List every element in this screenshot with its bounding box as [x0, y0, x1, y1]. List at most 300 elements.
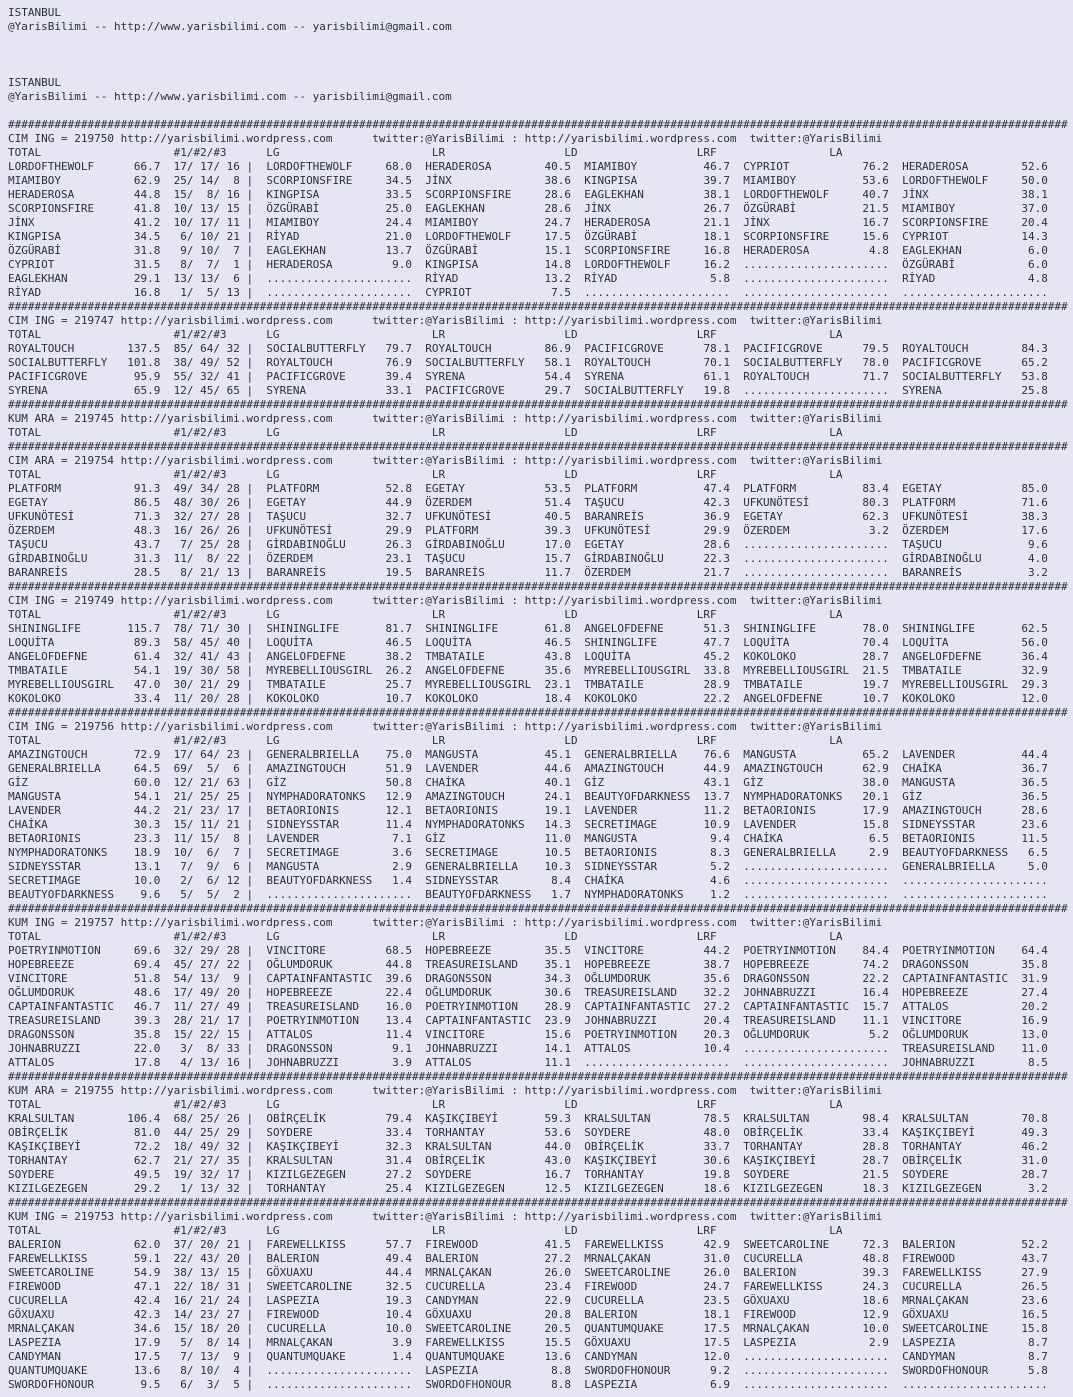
lrf-horse: SHININGLIFE	[743, 622, 856, 635]
lg-horse: GİZ	[266, 776, 379, 789]
ld-horse: CUCURELLA	[584, 1294, 697, 1307]
col-lr: LR	[431, 930, 565, 943]
la-horse: CANDYMAN	[902, 1350, 1015, 1363]
ld-value: 42.3	[696, 496, 744, 509]
lg-value: 79.7	[378, 342, 426, 355]
ld-value: 47.4	[696, 482, 744, 495]
total-value: 51.8	[120, 972, 161, 985]
lr-value: 23.9	[537, 1014, 585, 1027]
divider: |	[239, 1322, 267, 1335]
la-horse: DRAGONSSON	[902, 958, 1015, 971]
lg-value: 27.2	[378, 1168, 426, 1181]
ld-value: 19.8	[696, 1168, 744, 1181]
race-section	[8, 1196, 1073, 1392]
col-lg: LG	[266, 608, 432, 621]
ld-value: 9.2	[696, 1364, 744, 1377]
lr-value: 28.9	[537, 1000, 585, 1013]
divider: |	[239, 622, 267, 635]
lg-value: 11.4	[378, 818, 426, 831]
section-separator: ################################################################################################################################################################	[8, 300, 1068, 313]
la-value: 38.1	[1014, 188, 1062, 201]
ld-horse: PACIFICGROVE	[584, 342, 697, 355]
lrf-empty: ......................	[743, 874, 903, 887]
ld-value: 38.7	[696, 958, 744, 971]
ld-horse: SOCIALBUTTERFLY	[584, 384, 697, 397]
lg-value: 39.6	[378, 972, 426, 985]
total-value: 33.4	[120, 692, 161, 705]
lr-horse: SYRENA	[425, 370, 538, 383]
divider: |	[239, 888, 267, 901]
lg-value: 25.7	[378, 678, 426, 691]
lr-horse: BETAORIONIS	[425, 804, 538, 817]
lrf-value: 2.9	[855, 846, 903, 859]
col-lr: LR	[431, 328, 565, 341]
lg-horse: ATTALOS	[266, 1028, 379, 1041]
race-id: KUM ING = 219753	[8, 1210, 114, 1223]
lrf-horse: SOCIALBUTTERFLY	[743, 356, 856, 369]
lr-value: 35.5	[537, 944, 585, 957]
record-value: 16/ 21/ 24	[160, 1294, 240, 1307]
lrf-value: 19.7	[855, 678, 903, 691]
horse-name: PLATFORM	[8, 482, 121, 495]
lr-value: 13.2	[537, 272, 585, 285]
la-value: 6.0	[1014, 244, 1062, 257]
ld-horse: SECRETIMAGE	[584, 818, 697, 831]
lrf-horse: GENERALBRIELLA	[743, 846, 856, 859]
lr-value: 40.5	[537, 510, 585, 523]
ld-horse: BALERION	[584, 1308, 697, 1321]
total-value: 54.1	[120, 664, 161, 677]
la-value: 27.4	[1014, 986, 1062, 999]
lg-value: 29.9	[378, 524, 426, 537]
la-horse: SYRENA	[902, 384, 1015, 397]
lg-value: 10.7	[378, 692, 426, 705]
horse-name: CYPRIOT	[8, 258, 121, 271]
col-lrf: LRF	[696, 468, 830, 481]
ld-value: 4.6	[696, 874, 744, 887]
column-headers	[8, 146, 1073, 160]
col-record: #1/#2/#3	[173, 328, 267, 341]
ld-value: 16.2	[696, 258, 744, 271]
lrf-value: 2.9	[855, 1336, 903, 1349]
horse-name: LOQUİTA	[8, 636, 121, 649]
lrf-value: 15.7	[855, 1000, 903, 1013]
lr-horse: CANDYMAN	[425, 1294, 538, 1307]
lg-empty: ......................	[266, 888, 426, 901]
total-value: 31.3	[120, 552, 161, 565]
record-value: 69/ 5/ 6	[160, 762, 240, 775]
la-value: 44.4	[1014, 748, 1062, 761]
horse-name: EGETAY	[8, 496, 121, 509]
total-value: 101.8	[120, 356, 161, 369]
lg-value: 25.4	[378, 1182, 426, 1195]
twitter-handle: twitter:@YarisBilimi	[372, 1210, 505, 1223]
la-horse: KAŞIKÇIBEYİ	[902, 1126, 1015, 1139]
ld-horse: ÖZGÜRABİ	[584, 230, 697, 243]
divider: |	[239, 356, 267, 369]
ld-value: 28.9	[696, 678, 744, 691]
total-value: 48.6	[120, 986, 161, 999]
blog-url: : http://yarisbilimi.wordpress.com	[504, 412, 750, 425]
total-value: 42.4	[120, 1294, 161, 1307]
lg-value: 38.2	[378, 650, 426, 663]
record-value: 18/ 49/ 32	[160, 1140, 240, 1153]
horse-name: SYRENA	[8, 384, 121, 397]
lg-horse: BARANREİS	[266, 566, 379, 579]
lr-horse: MANGUSTA	[425, 748, 538, 761]
la-horse: LORDOFTHEWOLF	[902, 174, 1015, 187]
la-horse: HOPEBREEZE	[902, 986, 1015, 999]
col-lrf: LRF	[696, 734, 830, 747]
la-horse: TAŞUCU	[902, 538, 1015, 551]
lr-horse: CYPRIOT	[425, 286, 538, 299]
divider: |	[239, 216, 267, 229]
record-value: 6/ 10/ 21	[160, 230, 240, 243]
race-id: CIM ING = 219747	[8, 314, 114, 327]
blog-url: http://yarisbilimi.wordpress.com	[113, 314, 373, 327]
la-horse: BARANREİS	[902, 566, 1015, 579]
lg-value: 2.9	[378, 860, 426, 873]
stats-row	[8, 1308, 1073, 1322]
lrf-empty: ......................	[743, 286, 903, 299]
la-value: 36.4	[1014, 650, 1062, 663]
divider: |	[239, 1294, 267, 1307]
horse-name: BETAORIONIS	[8, 832, 121, 845]
lg-value: 3.9	[378, 1336, 426, 1349]
record-value: 32/ 27/ 28	[160, 510, 240, 523]
lg-value: 32.5	[378, 1280, 426, 1293]
horse-name: SWEETCAROLINE	[8, 1266, 121, 1279]
record-value: 15/ 11/ 21	[160, 818, 240, 831]
ld-horse: TREASUREISLAND	[584, 986, 697, 999]
lg-horse: SOCIALBUTTERFLY	[266, 342, 379, 355]
lr-horse: TREASUREISLAND	[425, 958, 538, 971]
horse-name: SECRETIMAGE	[8, 874, 121, 887]
lrf-value: 18.3	[855, 1182, 903, 1195]
lg-horse: FIREWOOD	[266, 1308, 379, 1321]
twitter-handle: twitter:@YarisBilimi	[749, 594, 883, 607]
col-la: LA	[829, 146, 843, 159]
ld-value: 48.0	[696, 1126, 744, 1139]
total-value: 35.8	[120, 1028, 161, 1041]
stats-row	[8, 286, 1073, 300]
record-value: 10/ 17/ 11	[160, 216, 240, 229]
lr-horse: OBİRÇELİK	[425, 1154, 538, 1167]
blog-url: http://yarisbilimi.wordpress.com	[113, 132, 373, 145]
lrf-empty: ......................	[743, 566, 903, 579]
lr-value: 14.8	[537, 258, 585, 271]
lrf-value: 76.2	[855, 160, 903, 173]
lg-horse: SHININGLIFE	[266, 622, 379, 635]
la-horse: CUCURELLA	[902, 1280, 1015, 1293]
lrf-horse: KIZILGEZEGEN	[743, 1182, 856, 1195]
race-section	[8, 398, 1073, 440]
twitter-handle: twitter:@YarisBilimi	[372, 1084, 505, 1097]
stats-row	[8, 888, 1073, 902]
record-value: 85/ 64/ 32	[160, 342, 240, 355]
total-value: 30.3	[120, 818, 161, 831]
lrf-value: 21.5	[855, 202, 903, 215]
total-value: 28.5	[120, 566, 161, 579]
lg-value: 33.5	[378, 188, 426, 201]
blank-line	[8, 104, 1073, 118]
lr-horse: TAŞUCU	[425, 552, 538, 565]
lg-value: 33.1	[378, 384, 426, 397]
lrf-empty: ......................	[743, 1378, 903, 1391]
blog-url: : http://yarisbilimi.wordpress.com	[504, 1210, 750, 1223]
divider: |	[239, 1238, 267, 1251]
la-horse: ATTALOS	[902, 1000, 1015, 1013]
lg-value: 76.9	[378, 356, 426, 369]
la-value: 15.8	[1014, 1322, 1062, 1335]
la-value: 3.2	[1014, 1182, 1062, 1195]
lrf-horse: POETRYINMOTION	[743, 944, 856, 957]
total-value: 39.3	[120, 1014, 161, 1027]
lg-value: 33.4	[378, 1126, 426, 1139]
lrf-horse: FAREWELLKISS	[743, 1280, 856, 1293]
ld-value: 47.7	[696, 636, 744, 649]
ld-value: 20.3	[696, 1028, 744, 1041]
divider: |	[239, 818, 267, 831]
lrf-value: 4.8	[855, 244, 903, 257]
la-value: 52.2	[1014, 1238, 1062, 1251]
la-horse: LAVENDER	[902, 748, 1015, 761]
col-la: LA	[829, 1098, 843, 1111]
ld-value: 10.4	[696, 1042, 744, 1055]
la-value: 6.5	[1014, 846, 1062, 859]
lrf-horse: ÖZERDEM	[743, 524, 856, 537]
lrf-horse: UFKUNÖTESİ	[743, 496, 856, 509]
col-lg: LG	[266, 930, 432, 943]
lr-value: 15.6	[537, 1028, 585, 1041]
col-ld: LD	[564, 146, 697, 159]
divider: |	[239, 482, 267, 495]
la-value: 23.6	[1014, 1294, 1062, 1307]
la-horse: CAPTAINFANTASTIC	[902, 972, 1015, 985]
ld-horse: SOYDERE	[584, 1126, 697, 1139]
la-value: 53.8	[1014, 370, 1062, 383]
lrf-horse: AMAZINGTOUCH	[743, 762, 856, 775]
lg-value: 23.1	[378, 552, 426, 565]
lg-value: 68.0	[378, 160, 426, 173]
lr-value: 30.6	[537, 986, 585, 999]
horse-name: BARANREİS	[8, 566, 121, 579]
record-value: 14/ 23/ 27	[160, 1308, 240, 1321]
la-value: 28.7	[1014, 1168, 1062, 1181]
twitter-handle: twitter:@YarisBilimi	[749, 132, 883, 145]
record-value: 11/ 20/ 28	[160, 692, 240, 705]
la-horse: ÖZGÜRABİ	[902, 258, 1015, 271]
la-horse: KIZILGEZEGEN	[902, 1182, 1015, 1195]
la-value: 29.3	[1014, 678, 1062, 691]
horse-name: OĞLUMDORUK	[8, 986, 121, 999]
ld-value: 13.7	[696, 790, 744, 803]
lrf-value: 78.0	[855, 356, 903, 369]
lrf-value: 18.6	[855, 1294, 903, 1307]
lrf-value: 80.3	[855, 496, 903, 509]
stats-row	[8, 1168, 1073, 1182]
ld-value: 35.6	[696, 972, 744, 985]
lr-horse: KINGPISA	[425, 258, 538, 271]
lg-value: 1.4	[378, 1350, 426, 1363]
lr-horse: VINCITORE	[425, 1028, 538, 1041]
record-value: 1/ 13/ 32	[160, 1182, 240, 1195]
ld-horse: FAREWELLKISS	[584, 1238, 697, 1251]
lr-value: 10.3	[537, 860, 585, 873]
horse-name: SHININGLIFE	[8, 622, 121, 635]
ld-horse: KINGPISA	[584, 174, 697, 187]
blank-line	[8, 34, 1073, 48]
blank-line	[8, 62, 1073, 76]
total-value: 64.5	[120, 762, 161, 775]
lr-horse: POETRYINMOTION	[425, 1000, 538, 1013]
divider: |	[239, 1266, 267, 1279]
la-horse: TMBATAILE	[902, 664, 1015, 677]
la-empty: ......................	[902, 286, 1062, 299]
col-total: TOTAL	[8, 426, 174, 439]
stats-row	[8, 1000, 1073, 1014]
la-value: 71.6	[1014, 496, 1062, 509]
race-id: CIM ING = 219756	[8, 720, 114, 733]
ld-value: 18.6	[696, 1182, 744, 1195]
total-value: 91.3	[120, 482, 161, 495]
lg-horse: MIAMIBOY	[266, 216, 379, 229]
total-value: 106.4	[120, 1112, 161, 1125]
col-total: TOTAL	[8, 1098, 174, 1111]
race-id: KUM ARA = 219745	[8, 412, 114, 425]
lr-value: 13.6	[537, 1350, 585, 1363]
divider: |	[239, 230, 267, 243]
ld-horse: EGETAY	[584, 538, 697, 551]
ld-horse: ROYALTOUCH	[584, 356, 697, 369]
la-value: 17.6	[1014, 524, 1062, 537]
stats-row	[8, 958, 1073, 972]
divider: |	[239, 790, 267, 803]
lr-value: 61.8	[537, 622, 585, 635]
lg-value: 79.4	[378, 1112, 426, 1125]
ld-horse: JOHNABRUZZI	[584, 1014, 697, 1027]
divider: |	[239, 244, 267, 257]
lrf-value: 39.3	[855, 1266, 903, 1279]
stats-row	[8, 1294, 1073, 1308]
lg-value: 21.0	[378, 230, 426, 243]
horse-name: GÖXUAXU	[8, 1308, 121, 1321]
total-value: 44.8	[120, 188, 161, 201]
city-line: ISTANBUL	[8, 76, 61, 89]
lrf-horse: KAŞIKÇIBEYİ	[743, 1154, 856, 1167]
ld-horse: BARANREİS	[584, 510, 697, 523]
la-horse: EAGLEKHAN	[902, 244, 1015, 257]
stats-row	[8, 216, 1073, 230]
col-lg: LG	[266, 146, 432, 159]
lg-horse: MANGUSTA	[266, 860, 379, 873]
stats-row	[8, 846, 1073, 860]
horse-name: NYMPHADORATONKS	[8, 846, 121, 859]
col-lr: LR	[431, 1098, 565, 1111]
horse-name: JİNX	[8, 216, 121, 229]
total-value: 34.5	[120, 230, 161, 243]
ld-value: 38.1	[696, 188, 744, 201]
race-id: CIM ING = 219749	[8, 594, 114, 607]
horse-name: SCORPIONSFIRE	[8, 202, 121, 215]
record-value: 22/ 18/ 31	[160, 1280, 240, 1293]
lg-value: 11.4	[378, 1028, 426, 1041]
ld-horse: KRALSULTAN	[584, 1112, 697, 1125]
lrf-empty: ......................	[743, 538, 903, 551]
col-record: #1/#2/#3	[173, 608, 267, 621]
ld-horse: BEAUTYOFDARKNESS	[584, 790, 697, 803]
twitter-handle: twitter:@YarisBilimi	[749, 1084, 883, 1097]
col-lg: LG	[266, 468, 432, 481]
total-value: 60.0	[120, 776, 161, 789]
col-ld: LD	[564, 930, 697, 943]
record-value: 13/ 13/ 6	[160, 272, 240, 285]
col-lr: LR	[431, 1224, 565, 1237]
ld-horse: RİYAD	[584, 272, 697, 285]
divider: |	[239, 1350, 267, 1363]
la-value: 64.4	[1014, 944, 1062, 957]
total-value: 29.2	[120, 1182, 161, 1195]
horse-name: GENERALBRIELLA	[8, 762, 121, 775]
lr-value: 17.0	[537, 538, 585, 551]
la-horse: KOKOLOKO	[902, 692, 1015, 705]
la-horse: EGETAY	[902, 482, 1015, 495]
stats-row	[8, 776, 1073, 790]
twitter-handle: twitter:@YarisBilimi	[372, 412, 505, 425]
la-value: 9.6	[1014, 538, 1062, 551]
divider: |	[239, 664, 267, 677]
horse-name: ANGELOFDEFNE	[8, 650, 121, 663]
col-record: #1/#2/#3	[173, 930, 267, 943]
blog-url: http://yarisbilimi.wordpress.com	[113, 454, 373, 467]
ld-value: 76.6	[696, 748, 744, 761]
lg-horse: LASPEZIA	[266, 1294, 379, 1307]
twitter-handle: twitter:@YarisBilimi	[749, 1210, 883, 1223]
record-value: 8/ 7/ 1	[160, 258, 240, 271]
stats-row	[8, 874, 1073, 888]
ld-value: 36.9	[696, 510, 744, 523]
stats-row	[8, 1378, 1073, 1392]
divider: |	[239, 1042, 267, 1055]
record-value: 58/ 45/ 40	[160, 636, 240, 649]
divider: |	[239, 748, 267, 761]
record-value: 45/ 27/ 22	[160, 958, 240, 971]
ld-value: 32.2	[696, 986, 744, 999]
lr-value: 53.5	[537, 482, 585, 495]
horse-name: SOYDERE	[8, 1168, 121, 1181]
stats-row	[8, 622, 1073, 636]
lrf-horse: BALERION	[743, 1266, 856, 1279]
record-value: 48/ 30/ 26	[160, 496, 240, 509]
la-value: 4.8	[1014, 272, 1062, 285]
race-section	[8, 118, 1073, 300]
lr-horse: LAVENDER	[425, 762, 538, 775]
lr-horse: KAŞIKÇIBEYİ	[425, 1112, 538, 1125]
lr-value: 86.9	[537, 342, 585, 355]
record-value: 12/ 21/ 63	[160, 776, 240, 789]
total-value: 17.9	[120, 1336, 161, 1349]
lg-value: 32.3	[378, 1140, 426, 1153]
section-separator: ################################################################################################################################################################	[8, 706, 1068, 719]
lr-horse: QUANTUMQUAKE	[425, 1350, 538, 1363]
lg-horse: TREASUREISLAND	[266, 1000, 379, 1013]
twitter-handle: twitter:@YarisBilimi	[372, 314, 505, 327]
divider: |	[239, 972, 267, 985]
ld-horse: QUANTUMQUAKE	[584, 1322, 697, 1335]
la-horse: GENERALBRIELLA	[902, 860, 1015, 873]
horse-name: VINCITORE	[8, 972, 121, 985]
la-horse: SHININGLIFE	[902, 622, 1015, 635]
